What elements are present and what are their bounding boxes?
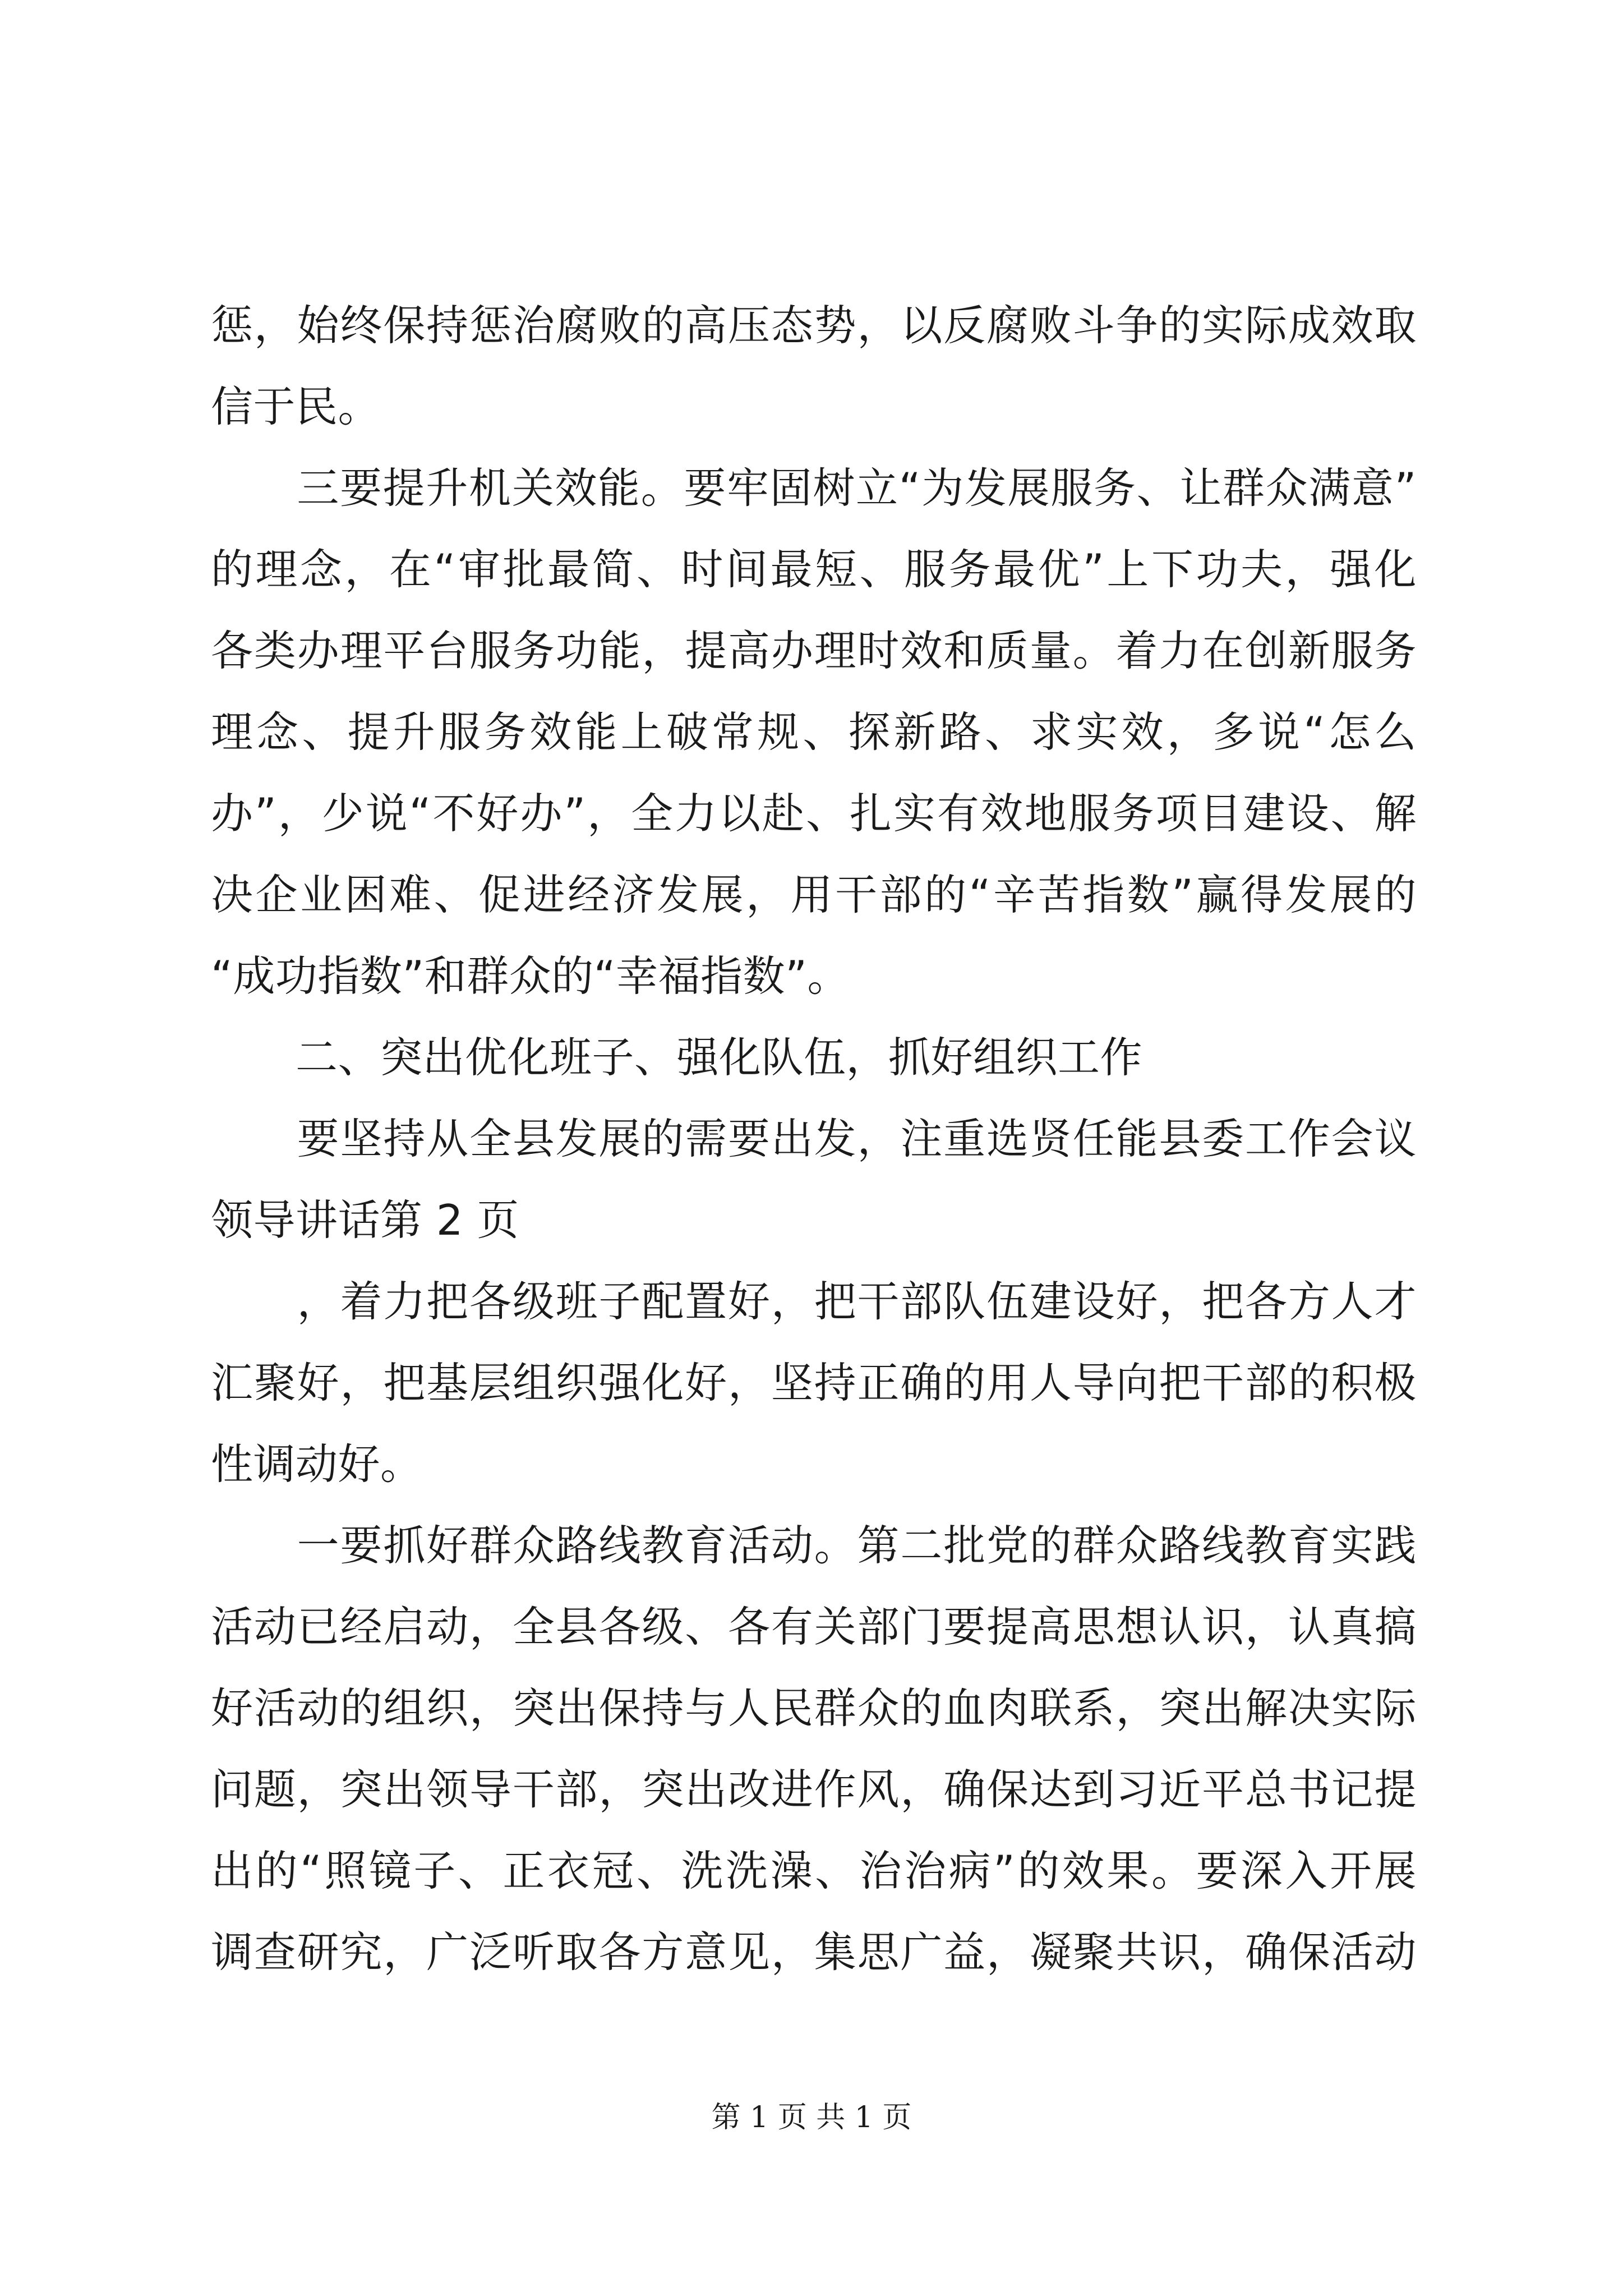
body-text-line: 信于民。: [211, 382, 381, 431]
body-text-line: 调查研究，广泛听取各方意见，集思广益，凝聚共识，确保活动: [211, 1927, 1417, 1977]
body-text-line: 办”，少说“不好办”，全力以赴、扎实有效地服务项目建设、解: [211, 789, 1417, 838]
body-text-line: 出的“照镜子、正衣冠、洗洗澡、治治病”的效果。要深入开展: [211, 1846, 1417, 1895]
body-text-line: 好活动的组织，突出保持与人民群众的血肉联系，突出解决实际: [211, 1683, 1417, 1733]
body-text-line: 汇聚好，把基层组织强化好，坚持正确的用人导向把干部的积极: [211, 1358, 1417, 1407]
body-text-line: 惩，始终保持惩治腐败的高压态势，以反腐败斗争的实际成效取: [211, 301, 1417, 350]
body-text-line: “成功指数”和群众的“幸福指数”。: [211, 951, 850, 1001]
body-text-line: 性调动好。: [211, 1439, 423, 1489]
body-text-line: 一要抓好群众路线教育活动。第二批党的群众路线教育实践: [211, 1521, 1417, 1570]
body-text-line: 各类办理平台服务功能，提高办理时效和质量。着力在创新服务: [211, 626, 1417, 675]
body-text-line: 决企业困难、促进经济发展，用干部的“辛苦指数”赢得发展的: [211, 870, 1417, 919]
body-text-line: 领导讲话第 2 页: [211, 1195, 519, 1245]
body-text-line: 理念、提升服务效能上破常规、探新路、求实效，多说“怎么: [211, 707, 1417, 757]
section-heading: 二、突出优化班子、强化队伍，抓好组织工作: [211, 1033, 1143, 1082]
body-text-line: 要坚持从全县发展的需要出发，注重选贤任能县委工作会议: [211, 1114, 1417, 1163]
page-footer: 第 1 页 共 1 页: [711, 2101, 912, 2134]
body-text-line: 活动已经启动，全县各级、各有关部门要提高思想认识，认真搞: [211, 1602, 1417, 1651]
body-text-line: 的理念，在“审批最简、时间最短、服务最优”上下功夫，强化: [211, 545, 1417, 594]
body-text-line: ，着力把各级班子配置好，把干部队伍建设好，把各方人才: [211, 1277, 1417, 1326]
body-text-line: 三要提升机关效能。要牢固树立“为发展服务、让群众满意”: [211, 463, 1417, 513]
body-text-line: 问题，突出领导干部，突出改进作风，确保达到习近平总书记提: [211, 1765, 1417, 1814]
